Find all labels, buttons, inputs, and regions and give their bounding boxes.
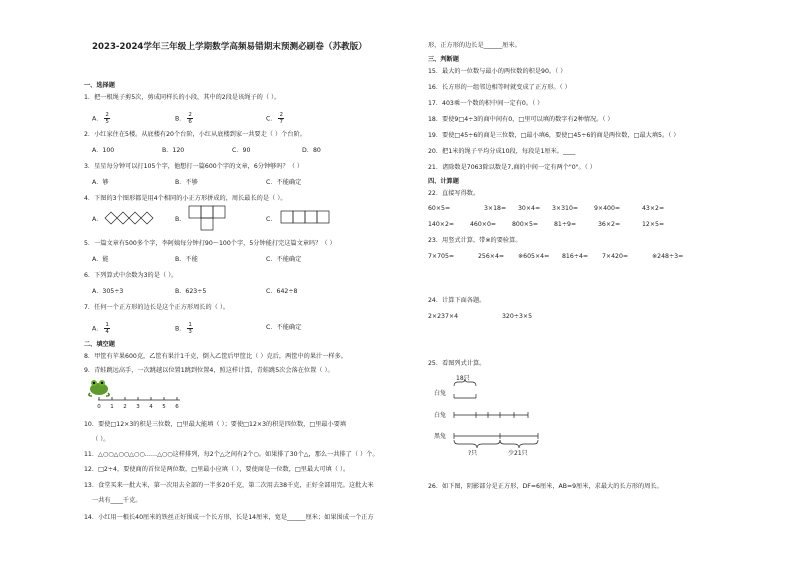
q5-option-b: B．不能	[175, 256, 198, 263]
question-25: 25．看图列式计算。	[428, 360, 486, 367]
fraction: $\frac{2}{5}$	[105, 112, 109, 125]
question-16: 16．长方形的一组邻边相等时就变成了正方形。（ ）	[428, 84, 571, 91]
question-13-cont: 一共有____千克。	[92, 497, 142, 504]
segment-diagram	[428, 372, 548, 462]
q2-option-a: A．100	[92, 147, 115, 154]
diamond	[129, 212, 141, 224]
fraction: $\frac{2}{6}$	[188, 112, 192, 125]
diamond	[117, 212, 129, 224]
question-18: 18．要使9□4÷3的商中间有0，□里可以填的数字有2种情况。（ ）	[428, 116, 614, 123]
q2-option-d: D．80	[302, 147, 321, 154]
q6-option-b: B．623÷5	[175, 288, 207, 295]
q7-option-c: C．不能确定	[266, 324, 302, 331]
oral-calc-item: 460×0=	[470, 221, 497, 228]
q3-option-a: A．够	[92, 179, 109, 186]
question-11: 11．△○○△○○△○○……△○○这样排列，每2个△之间有2个○。如果排了30个△，那么一共排了（ ）个。	[84, 451, 379, 458]
section-fill: 二、填空题	[84, 341, 115, 348]
tick-label: 3	[136, 404, 140, 410]
diagram-label-white: 白兔	[434, 390, 447, 397]
question-5: 5．一篇文章有500多个字，李阿姨每分钟打90～100个字，5分钟能打完这篇文章吗？（ ）	[84, 240, 336, 247]
diagram-label-unknown: ?只	[468, 450, 478, 457]
oral-calc-item: 3×18=	[484, 205, 507, 212]
q4-option-b: B．	[175, 216, 186, 223]
q3-option-b: B．不够	[175, 179, 198, 186]
q4-option-a: A．	[92, 216, 103, 223]
question-3: 3．星星每分钟可以打105个字，他想打一篇600个字的文章，6分钟够吗？（ ）	[84, 163, 304, 170]
l-shape-squares	[188, 205, 228, 233]
expression-item: 320÷3×5	[502, 313, 533, 320]
oral-calc-item: 81÷9=	[554, 221, 577, 228]
number-line-figure	[84, 376, 204, 412]
q2-option-b: B．120	[162, 147, 185, 154]
question-21: 21．诸除数是7063除以数是7,商的中间一定有两个"0"。（ ）	[428, 164, 596, 171]
diagram-label-black: 黑兔	[434, 433, 447, 440]
question-4: 4．下图的3个图形都是用4个相同的小正方形拼成的，周长最长的是（ ）。	[84, 195, 287, 202]
q5-option-c: C．不能确定	[266, 256, 302, 263]
question-14-cont: 形，正方形的边长是______厘米。	[428, 42, 521, 49]
tick-label: 4	[149, 404, 153, 410]
section-choice: 一、选择题	[84, 82, 115, 89]
q3-option-c: C．不能确定	[266, 179, 302, 186]
question-13: 13．食堂买来一批大米，第一次用去全部的一半多20千克，第二次用去38千克，正好全部用完。这批大米	[84, 482, 374, 489]
q7-option-b: B． $\frac{1}{3}$	[175, 322, 192, 335]
question-26: 26．如下图，阴影部分是正方形，DF=6厘米，AB=9厘米，求最大的长方形的周长。	[428, 483, 663, 490]
question-22: 22．直接写得数。	[428, 190, 480, 197]
section-judge: 三、判断题	[428, 56, 459, 63]
question-2: 2．小红家住在5楼。从底楼有20个台阶，小红从底楼到家一共要走（ ）个台阶。	[84, 131, 306, 138]
oral-calc-item: 36×2=	[598, 221, 621, 228]
vertical-calc-item: 256×4=	[478, 253, 505, 260]
vertical-calc-item: 7×705=	[428, 253, 455, 260]
expression-item: 2×237×4	[428, 313, 459, 320]
question-17: 17．403乘一个数的积中间一定有0。（ ）	[428, 100, 544, 107]
diamond	[105, 212, 117, 224]
vertical-calc-item: ※248÷3=	[652, 253, 684, 260]
question-7: 7．任何一个正方形的边长是这个正方形周长的（ ）。	[84, 304, 230, 311]
oral-calc-item: 60×5=	[428, 205, 451, 212]
section-calc: 四、计算题	[428, 178, 459, 185]
question-1: 1．把一根绳子剪5次，剪成同样长的小段，其中的2段是该绳子的（ ）。	[84, 94, 281, 101]
q4-option-c: C．	[266, 216, 277, 223]
diamond-chain-shape	[104, 208, 156, 228]
question-10-cont: （ ）。	[92, 436, 110, 443]
diagram-label-white2: 白兔	[434, 412, 447, 419]
question-10: 10．要使□12×3的积是三位数，□里最大能填（ ）；要使□12×3的积是四位数，□里最小要填	[84, 421, 347, 428]
q6-option-a: A．305÷3	[92, 288, 124, 295]
fraction: $\frac{1}{4}$	[105, 322, 109, 335]
diamond	[141, 212, 153, 224]
tick-label: 0	[97, 404, 101, 410]
q1-option-b: B． $\frac{2}{6}$	[175, 112, 192, 125]
question-23: 23．用竖式计算，带※的要验算。	[428, 237, 522, 244]
q6-option-c: C．642÷8	[266, 288, 298, 295]
diagram-label-18: 18只	[456, 375, 470, 382]
oral-calc-item: 140×2=	[428, 221, 455, 228]
oral-calc-item: 43×2=	[642, 205, 665, 212]
q7-option-a: A． $\frac{1}{4}$	[92, 322, 109, 335]
q2-option-c: C．90	[232, 147, 251, 154]
question-6: 6．下列算式中余数为3的是（ ）。	[84, 272, 178, 279]
page-title: 2023-2024学年三年级上学期数学高频易错期末预测必刷卷（苏教版）	[92, 42, 367, 52]
vertical-calc-item: 7×420=	[602, 253, 629, 260]
row-squares-shape	[280, 210, 332, 226]
oral-calc-item: 30×4=	[518, 205, 541, 212]
diagram-label-less: 少21只	[508, 450, 528, 457]
vertical-calc-item: ※605×4=	[518, 253, 550, 260]
oral-calc-item: 3×310=	[552, 205, 579, 212]
frog-icon	[89, 380, 109, 396]
question-12: 12．□2÷4，要使商的首位是两位数，□里最小应填（ ），要使商是一位数，□里最大可填（ ）。	[84, 466, 350, 473]
q1-option-a: A． $\frac{2}{5}$	[92, 112, 109, 125]
vertical-calc-item: 816÷4=	[562, 253, 589, 260]
question-8: 8．甲筐有苹果600克，乙筐有果汁1千克，倒入乙筐后甲筐比（ ）克后，两筐中的果汁一样多。	[84, 353, 347, 360]
question-24: 24．计算下面各题。	[428, 297, 486, 304]
question-20: 20．把1米的绳子平均分成10段，每段是1厘米。____	[428, 148, 576, 155]
fraction: $\frac{1}{3}$	[188, 322, 192, 335]
q1-option-c: C． $\frac{2}{7}$	[266, 112, 283, 125]
question-14: 14．小红用一根长40厘米的铁丝正好围成一个长方形，长是14厘米，宽是______厘米；如果围成一个正方	[84, 514, 374, 521]
tick-label: 6	[175, 404, 179, 410]
oral-calc-item: 800×5=	[512, 221, 539, 228]
tick-label: 5	[162, 404, 166, 410]
question-19: 19．要使□45÷6的商是三位数，□最小填6，要使□45÷6的商是两位数，□最大填5。（ ）	[428, 132, 680, 139]
fraction: $\frac{2}{7}$	[279, 112, 283, 125]
q5-option-a: A．能	[92, 256, 109, 263]
tick-label: 2	[123, 404, 127, 410]
question-9: 9．青蛙跳远高手，一次跳越以位置1跳到位置4，照这样计算，青蛙跳5次会落在位置（ ）。	[84, 367, 334, 374]
tick-label: 1	[110, 404, 114, 410]
oral-calc-item: 12×5=	[642, 221, 665, 228]
oral-calc-item: 9×400=	[594, 205, 621, 212]
question-15: 15．最大的一位数与最小的两位数的积是90。（ ）	[428, 68, 567, 75]
